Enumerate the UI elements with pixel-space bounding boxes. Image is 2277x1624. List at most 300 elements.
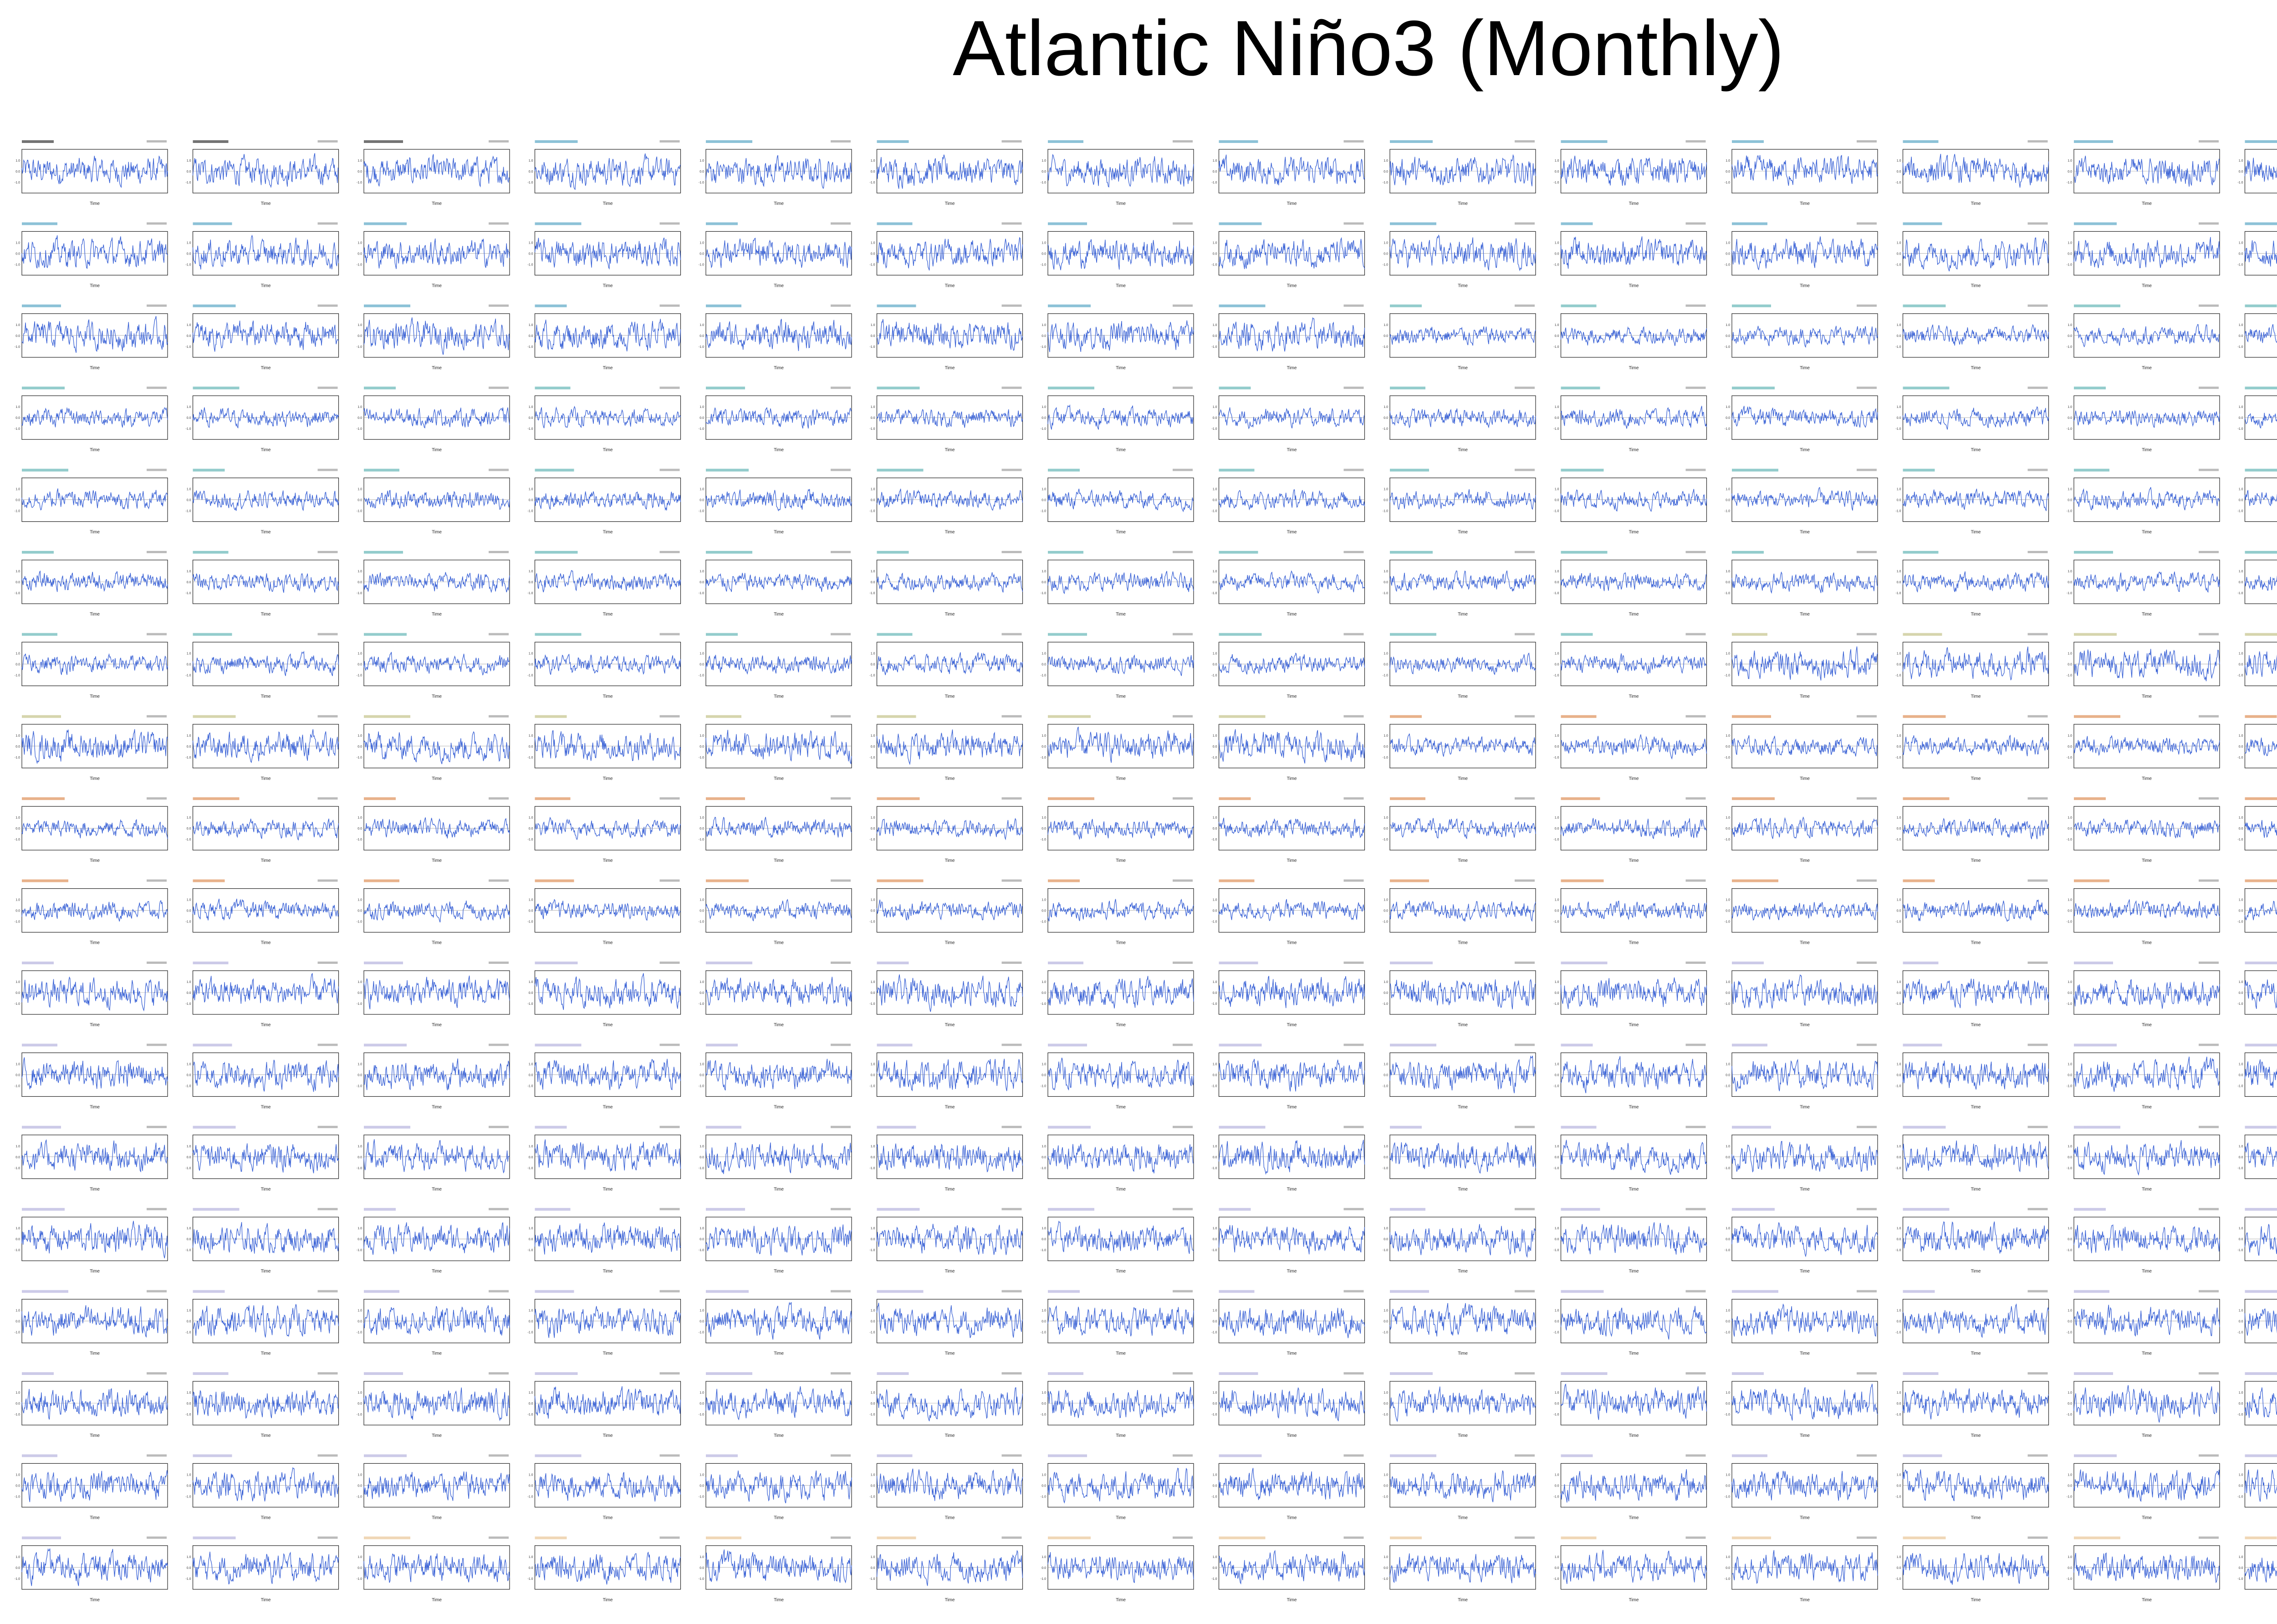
- x-axis-label: Time: [1629, 1105, 1639, 1110]
- x-axis-label: Time: [1287, 448, 1297, 453]
- panel-stat-mark: [831, 1126, 851, 1128]
- y-tick-label: 1.0: [528, 323, 533, 327]
- panel-stat-mark: [660, 387, 680, 389]
- panel-title-mark: [2245, 1372, 2277, 1375]
- series-line: [364, 317, 510, 355]
- x-axis-label: Time: [432, 940, 442, 946]
- panel: [357, 880, 510, 946]
- panel-stat-mark: [147, 551, 167, 553]
- y-tick-label: -1.0: [869, 1495, 875, 1499]
- y-tick-label: 1.0: [699, 734, 704, 738]
- y-tick-label: 0.0: [870, 1238, 875, 1242]
- panel: [1553, 1372, 1706, 1438]
- series-line: [1732, 236, 1878, 270]
- series-line: [2245, 572, 2277, 591]
- x-axis-label: Time: [944, 1433, 955, 1438]
- y-tick-label: 0.0: [2068, 1238, 2072, 1242]
- panel-title-mark: [1903, 469, 1935, 472]
- y-tick-label: 0.0: [2068, 1402, 2072, 1405]
- x-axis-label: Time: [944, 1186, 955, 1192]
- panel-stat-mark: [1344, 1126, 1364, 1128]
- x-axis-label: Time: [602, 776, 613, 781]
- panel-title-mark: [1561, 469, 1604, 472]
- y-tick-label: -1.0: [185, 838, 191, 842]
- y-tick-label: -1.0: [1724, 756, 1730, 759]
- series-line: [1561, 1384, 1707, 1420]
- panel-title-mark: [364, 140, 403, 143]
- series-line: [22, 156, 168, 187]
- panel-title-mark: [1732, 387, 1775, 389]
- series-line: [1048, 1306, 1194, 1336]
- y-tick-label: 0.0: [528, 827, 533, 831]
- panel-title-mark: [877, 140, 909, 143]
- y-tick-label: 0.0: [1212, 909, 1217, 913]
- panel-title-mark: [1732, 715, 1771, 718]
- series-line: [1219, 571, 1365, 593]
- x-axis-label: Time: [1458, 1186, 1468, 1192]
- panel-stat-mark: [2028, 387, 2048, 389]
- panel-title-mark: [706, 715, 741, 718]
- panel-title-mark: [535, 715, 567, 718]
- y-tick-label: -1.0: [14, 756, 20, 759]
- y-tick-label: 1.0: [186, 1063, 191, 1066]
- panel-title-mark: [1903, 1290, 1935, 1293]
- y-tick-label: 0.0: [15, 992, 20, 995]
- y-tick-label: -1.0: [14, 1166, 20, 1170]
- y-tick-label: 1.0: [528, 652, 533, 656]
- y-tick-label: 0.0: [357, 1566, 362, 1570]
- panel-stat-mark: [2028, 222, 2048, 224]
- y-tick-label: 0.0: [186, 1566, 191, 1570]
- series-line: [877, 409, 1023, 428]
- y-tick-label: 0.0: [15, 745, 20, 748]
- panel: [357, 1454, 510, 1520]
- panel: [1041, 880, 1194, 946]
- panel-title-mark: [877, 1537, 916, 1539]
- panel: [2237, 1372, 2277, 1438]
- x-axis-label: Time: [1629, 776, 1639, 781]
- x-axis-label: Time: [774, 1023, 784, 1028]
- x-axis-label: Time: [2142, 365, 2152, 371]
- x-axis-label: Time: [1116, 694, 1126, 699]
- y-tick-label: 0.0: [1896, 827, 1901, 831]
- x-axis-label: Time: [944, 365, 955, 371]
- panel: [527, 222, 680, 288]
- panel: [1211, 1126, 1364, 1192]
- panel: [2067, 1537, 2220, 1603]
- y-tick-label: 0.0: [1384, 334, 1388, 338]
- y-tick-label: 1.0: [1896, 816, 1901, 820]
- y-tick-label: -1.0: [1895, 1577, 1901, 1581]
- y-tick-label: -1.0: [14, 920, 20, 924]
- y-tick-label: 0.0: [186, 1156, 191, 1159]
- y-tick-label: -1.0: [356, 263, 362, 267]
- panel-stat-mark: [1344, 469, 1364, 471]
- y-tick-label: 0.0: [357, 417, 362, 420]
- x-axis-label: Time: [774, 940, 784, 946]
- x-axis-label: Time: [90, 940, 100, 946]
- panel: [2067, 1044, 2220, 1110]
- panel-title-mark: [877, 222, 913, 225]
- series-line: [364, 154, 510, 187]
- panel-stat-mark: [2199, 797, 2219, 799]
- y-tick-label: -1.0: [1040, 1003, 1046, 1006]
- y-tick-label: -1.0: [527, 1084, 533, 1088]
- x-axis-label: Time: [1116, 365, 1126, 371]
- x-axis-label: Time: [1116, 612, 1126, 617]
- y-tick-label: 1.0: [2238, 1555, 2243, 1559]
- panel-stat-mark: [1002, 797, 1022, 799]
- panel-title-mark: [22, 715, 61, 718]
- panel-stat-mark: [660, 880, 680, 882]
- x-axis-label: Time: [1800, 1515, 1810, 1521]
- x-axis-label: Time: [1800, 612, 1810, 617]
- panel: [15, 1454, 168, 1520]
- x-axis-label: Time: [1971, 201, 1981, 206]
- x-axis-label: Time: [944, 776, 955, 781]
- y-tick-label: -1.0: [1040, 756, 1046, 759]
- panel: [699, 1537, 852, 1603]
- panel-title-mark: [1390, 1044, 1436, 1046]
- series-line: [364, 1553, 510, 1583]
- x-axis-label: Time: [602, 612, 613, 617]
- y-tick-label: 1.0: [15, 1145, 20, 1148]
- y-tick-label: 0.0: [1384, 417, 1388, 420]
- panel-title-mark: [1732, 962, 1764, 964]
- panel-stat-mark: [318, 962, 338, 964]
- panel-title-mark: [1219, 305, 1266, 307]
- panel: [2237, 880, 2277, 946]
- panel: [2237, 305, 2277, 371]
- y-tick-label: 0.0: [1896, 252, 1901, 256]
- y-tick-label: 1.0: [1554, 488, 1559, 491]
- panel-title-mark: [22, 880, 68, 882]
- y-tick-label: 0.0: [1212, 170, 1217, 173]
- y-tick-label: 0.0: [2068, 1320, 2072, 1324]
- y-tick-label: 1.0: [1212, 570, 1217, 573]
- panel-stat-mark: [1857, 962, 1877, 964]
- x-axis-label: Time: [774, 365, 784, 371]
- y-tick-label: 0.0: [1041, 1156, 1046, 1159]
- y-tick-label: 1.0: [1212, 159, 1217, 163]
- y-tick-label: -1.0: [1382, 263, 1388, 267]
- y-tick-label: 0.0: [186, 909, 191, 913]
- y-tick-label: 1.0: [2238, 159, 2243, 163]
- y-tick-label: 1.0: [357, 488, 362, 491]
- panel-stat-mark: [147, 715, 167, 718]
- y-tick-label: 0.0: [528, 252, 533, 256]
- series-line: [1732, 647, 1878, 681]
- y-tick-label: 1.0: [870, 488, 875, 491]
- x-axis-label: Time: [1800, 1186, 1810, 1192]
- x-axis-label: Time: [774, 1597, 784, 1603]
- panel-stat-mark: [318, 633, 338, 635]
- panel-stat-mark: [831, 140, 851, 143]
- y-tick-label: -1.0: [1553, 1166, 1559, 1170]
- y-tick-label: 0.0: [1384, 1074, 1388, 1077]
- series-line: [1732, 902, 1878, 920]
- panel: [185, 1454, 338, 1520]
- panel-title-mark: [1561, 1126, 1597, 1129]
- panel-stat-mark: [660, 1126, 680, 1128]
- x-axis-label: Time: [1458, 529, 1468, 535]
- panel-stat-mark: [1686, 1044, 1706, 1046]
- panel: [1211, 715, 1364, 781]
- series-line: [22, 1140, 168, 1171]
- y-tick-label: -1.0: [1895, 1003, 1901, 1006]
- panel-stat-mark: [1515, 140, 1535, 143]
- y-tick-label: -1.0: [1040, 920, 1046, 924]
- y-tick-label: 1.0: [1726, 570, 1730, 573]
- y-tick-label: -1.0: [1553, 1495, 1559, 1499]
- x-axis-label: Time: [774, 1105, 784, 1110]
- panel: [1553, 1290, 1706, 1356]
- y-tick-label: -1.0: [2237, 428, 2243, 431]
- y-tick-label: 1.0: [528, 1227, 533, 1231]
- x-axis-label: Time: [90, 1105, 100, 1110]
- y-tick-label: -1.0: [869, 674, 875, 677]
- y-tick-label: 0.0: [1726, 252, 1730, 256]
- y-tick-label: -1.0: [185, 756, 191, 759]
- x-axis-label: Time: [1287, 1351, 1297, 1356]
- series-line: [364, 1305, 510, 1335]
- y-tick-label: -1.0: [1040, 428, 1046, 431]
- y-tick-label: 1.0: [528, 981, 533, 984]
- panel: [357, 305, 510, 371]
- panel: [1041, 1372, 1194, 1438]
- panel-stat-mark: [489, 1126, 509, 1128]
- x-axis-label: Time: [1629, 1597, 1639, 1603]
- y-tick-label: 0.0: [1041, 663, 1046, 667]
- panel-stat-mark: [1857, 1290, 1877, 1293]
- y-tick-label: -1.0: [1895, 1495, 1901, 1499]
- y-tick-label: 0.0: [15, 1402, 20, 1405]
- panel: [185, 1208, 338, 1274]
- panel-title-mark: [1561, 551, 1608, 554]
- panel-stat-mark: [489, 1290, 509, 1293]
- x-axis-label: Time: [90, 1597, 100, 1603]
- panel-stat-mark: [2199, 962, 2219, 964]
- panel-title-mark: [193, 1537, 236, 1539]
- y-tick-label: 0.0: [1384, 1156, 1388, 1159]
- series-line: [2074, 487, 2220, 510]
- panel-stat-mark: [1515, 305, 1535, 307]
- y-tick-label: 0.0: [357, 252, 362, 256]
- x-axis-label: Time: [432, 1515, 442, 1521]
- series-line: [2245, 1555, 2277, 1584]
- y-tick-label: 0.0: [1384, 909, 1388, 913]
- panel-stat-mark: [318, 551, 338, 553]
- x-axis-label: Time: [944, 858, 955, 864]
- y-tick-label: 1.0: [2068, 323, 2072, 327]
- series-line: [1219, 318, 1365, 351]
- y-tick-label: 0.0: [1041, 581, 1046, 584]
- panel-title-mark: [535, 305, 567, 307]
- x-axis-label: Time: [944, 201, 955, 206]
- panel-stat-mark: [1515, 1126, 1535, 1128]
- panel-title-mark: [1219, 797, 1251, 800]
- y-tick-label: -1.0: [2237, 674, 2243, 677]
- y-tick-label: 1.0: [1212, 1555, 1217, 1559]
- x-axis-label: Time: [1287, 776, 1297, 781]
- x-axis-label: Time: [1629, 365, 1639, 371]
- y-tick-label: 1.0: [699, 570, 704, 573]
- series-line: [1390, 235, 1536, 270]
- y-tick-label: 1.0: [2238, 323, 2243, 327]
- panel-title-mark: [2074, 715, 2120, 718]
- y-tick-label: 0.0: [528, 417, 533, 420]
- series-line: [535, 1386, 681, 1419]
- x-axis-label: Time: [1458, 776, 1468, 781]
- panel-title-mark: [1390, 1126, 1422, 1129]
- y-tick-label: 0.0: [528, 334, 533, 338]
- y-tick-label: 0.0: [699, 1320, 704, 1324]
- x-axis-label: Time: [90, 776, 100, 781]
- series-line: [1219, 976, 1365, 1008]
- panel-title-mark: [535, 1126, 567, 1129]
- series-line: [1048, 655, 1194, 676]
- panel-stat-mark: [1173, 633, 1193, 635]
- x-axis-label: Time: [432, 448, 442, 453]
- y-tick-label: 0.0: [699, 334, 704, 338]
- series-line: [535, 654, 681, 675]
- panel: [357, 140, 510, 206]
- panel-stat-mark: [660, 1537, 680, 1539]
- x-axis-label: Time: [944, 694, 955, 699]
- series-line: [1048, 1222, 1194, 1254]
- y-tick-label: 1.0: [528, 898, 533, 902]
- x-axis-label: Time: [1800, 529, 1810, 535]
- y-tick-label: 0.0: [15, 581, 20, 584]
- series-line: [1732, 1471, 1878, 1501]
- panel-title-mark: [364, 1290, 399, 1293]
- panel: [1895, 1372, 2048, 1438]
- series-line: [877, 1144, 1023, 1172]
- y-tick-label: 1.0: [1212, 406, 1217, 409]
- series-line: [1561, 156, 1707, 186]
- y-tick-label: -1.0: [356, 1413, 362, 1416]
- y-tick-label: 0.0: [2068, 252, 2072, 256]
- panel: [2237, 1126, 2277, 1192]
- y-tick-label: 0.0: [1212, 581, 1217, 584]
- x-axis-label: Time: [432, 529, 442, 535]
- series-line: [535, 319, 681, 351]
- panel-title-mark: [1390, 469, 1429, 472]
- y-tick-label: -1.0: [698, 1413, 704, 1416]
- y-tick-label: 1.0: [2068, 816, 2072, 820]
- y-tick-label: 0.0: [1384, 170, 1388, 173]
- panel-stat-mark: [318, 797, 338, 799]
- panel-title-mark: [1561, 880, 1604, 882]
- y-tick-label: 0.0: [2068, 417, 2072, 420]
- y-tick-label: 0.0: [15, 1238, 20, 1242]
- panel-stat-mark: [489, 1537, 509, 1539]
- y-tick-label: 0.0: [2238, 417, 2243, 420]
- y-tick-label: 1.0: [1896, 159, 1901, 163]
- panel-title-mark: [193, 1372, 229, 1375]
- y-tick-label: 1.0: [1726, 1391, 1730, 1395]
- y-tick-label: 0.0: [1041, 170, 1046, 173]
- x-axis-label: Time: [602, 448, 613, 453]
- panel: [869, 1126, 1022, 1192]
- series-line: [1903, 1389, 2049, 1420]
- series-line: [706, 900, 852, 921]
- x-axis-label: Time: [2142, 940, 2152, 946]
- y-tick-label: 0.0: [870, 1566, 875, 1570]
- panel-title-mark: [1048, 1372, 1083, 1375]
- y-tick-label: 0.0: [1726, 1156, 1730, 1159]
- panel: [869, 140, 1022, 206]
- panel: [869, 962, 1022, 1028]
- y-tick-label: 0.0: [1041, 745, 1046, 748]
- series-line: [877, 1469, 1023, 1501]
- series-line: [22, 1548, 168, 1586]
- panel-title-mark: [1219, 1208, 1251, 1211]
- y-tick-label: -1.0: [1040, 1495, 1046, 1499]
- panel-title-mark: [1219, 1126, 1266, 1129]
- y-tick-label: 0.0: [1212, 1320, 1217, 1324]
- panel: [699, 1126, 852, 1192]
- panel-stat-mark: [1173, 222, 1193, 224]
- y-tick-label: -1.0: [869, 428, 875, 431]
- y-tick-label: 1.0: [357, 1555, 362, 1559]
- panel: [1211, 1372, 1364, 1438]
- y-tick-label: 1.0: [870, 406, 875, 409]
- panel-title-mark: [2074, 1126, 2120, 1129]
- y-tick-label: -1.0: [2066, 920, 2072, 924]
- y-tick-label: 0.0: [2238, 992, 2243, 995]
- y-tick-label: -1.0: [356, 1084, 362, 1088]
- panel-title-mark: [22, 1454, 57, 1457]
- y-tick-label: -1.0: [1211, 509, 1217, 513]
- panel-stat-mark: [2199, 387, 2219, 389]
- panel-stat-mark: [1686, 962, 1706, 964]
- series-line: [535, 900, 681, 920]
- x-axis-label: Time: [1800, 940, 1810, 946]
- y-tick-label: 0.0: [2068, 909, 2072, 913]
- y-tick-label: 1.0: [1212, 1227, 1217, 1231]
- panel-stat-mark: [1173, 1372, 1193, 1375]
- y-tick-label: 1.0: [2068, 1309, 2072, 1313]
- y-tick-label: -1.0: [527, 838, 533, 842]
- panel-stat-mark: [1344, 1044, 1364, 1046]
- panel-stat-mark: [660, 633, 680, 635]
- y-tick-label: -1.0: [14, 509, 20, 513]
- panel: [15, 715, 168, 781]
- y-tick-label: 1.0: [1041, 1145, 1046, 1148]
- x-axis-label: Time: [1287, 1023, 1297, 1028]
- series-line: [1048, 976, 1194, 1008]
- panel-stat-mark: [1857, 551, 1877, 553]
- panel-title-mark: [1732, 633, 1767, 636]
- x-axis-label: Time: [1629, 1186, 1639, 1192]
- y-tick-label: 0.0: [1212, 992, 1217, 995]
- panel-title-mark: [1903, 797, 1950, 800]
- series-line: [2074, 979, 2220, 1008]
- y-tick-label: 0.0: [357, 334, 362, 338]
- panel: [699, 633, 852, 699]
- panel-title-mark: [193, 715, 236, 718]
- y-tick-label: -1.0: [1895, 1249, 1901, 1252]
- y-tick-label: 0.0: [2238, 1566, 2243, 1570]
- y-tick-label: -1.0: [1895, 345, 1901, 349]
- panel-stat-mark: [147, 1290, 167, 1293]
- y-tick-label: 0.0: [528, 1402, 533, 1405]
- y-tick-label: 0.0: [1726, 170, 1730, 173]
- x-axis-label: Time: [1971, 612, 1981, 617]
- y-tick-label: 0.0: [1726, 334, 1730, 338]
- series-line: [535, 570, 681, 592]
